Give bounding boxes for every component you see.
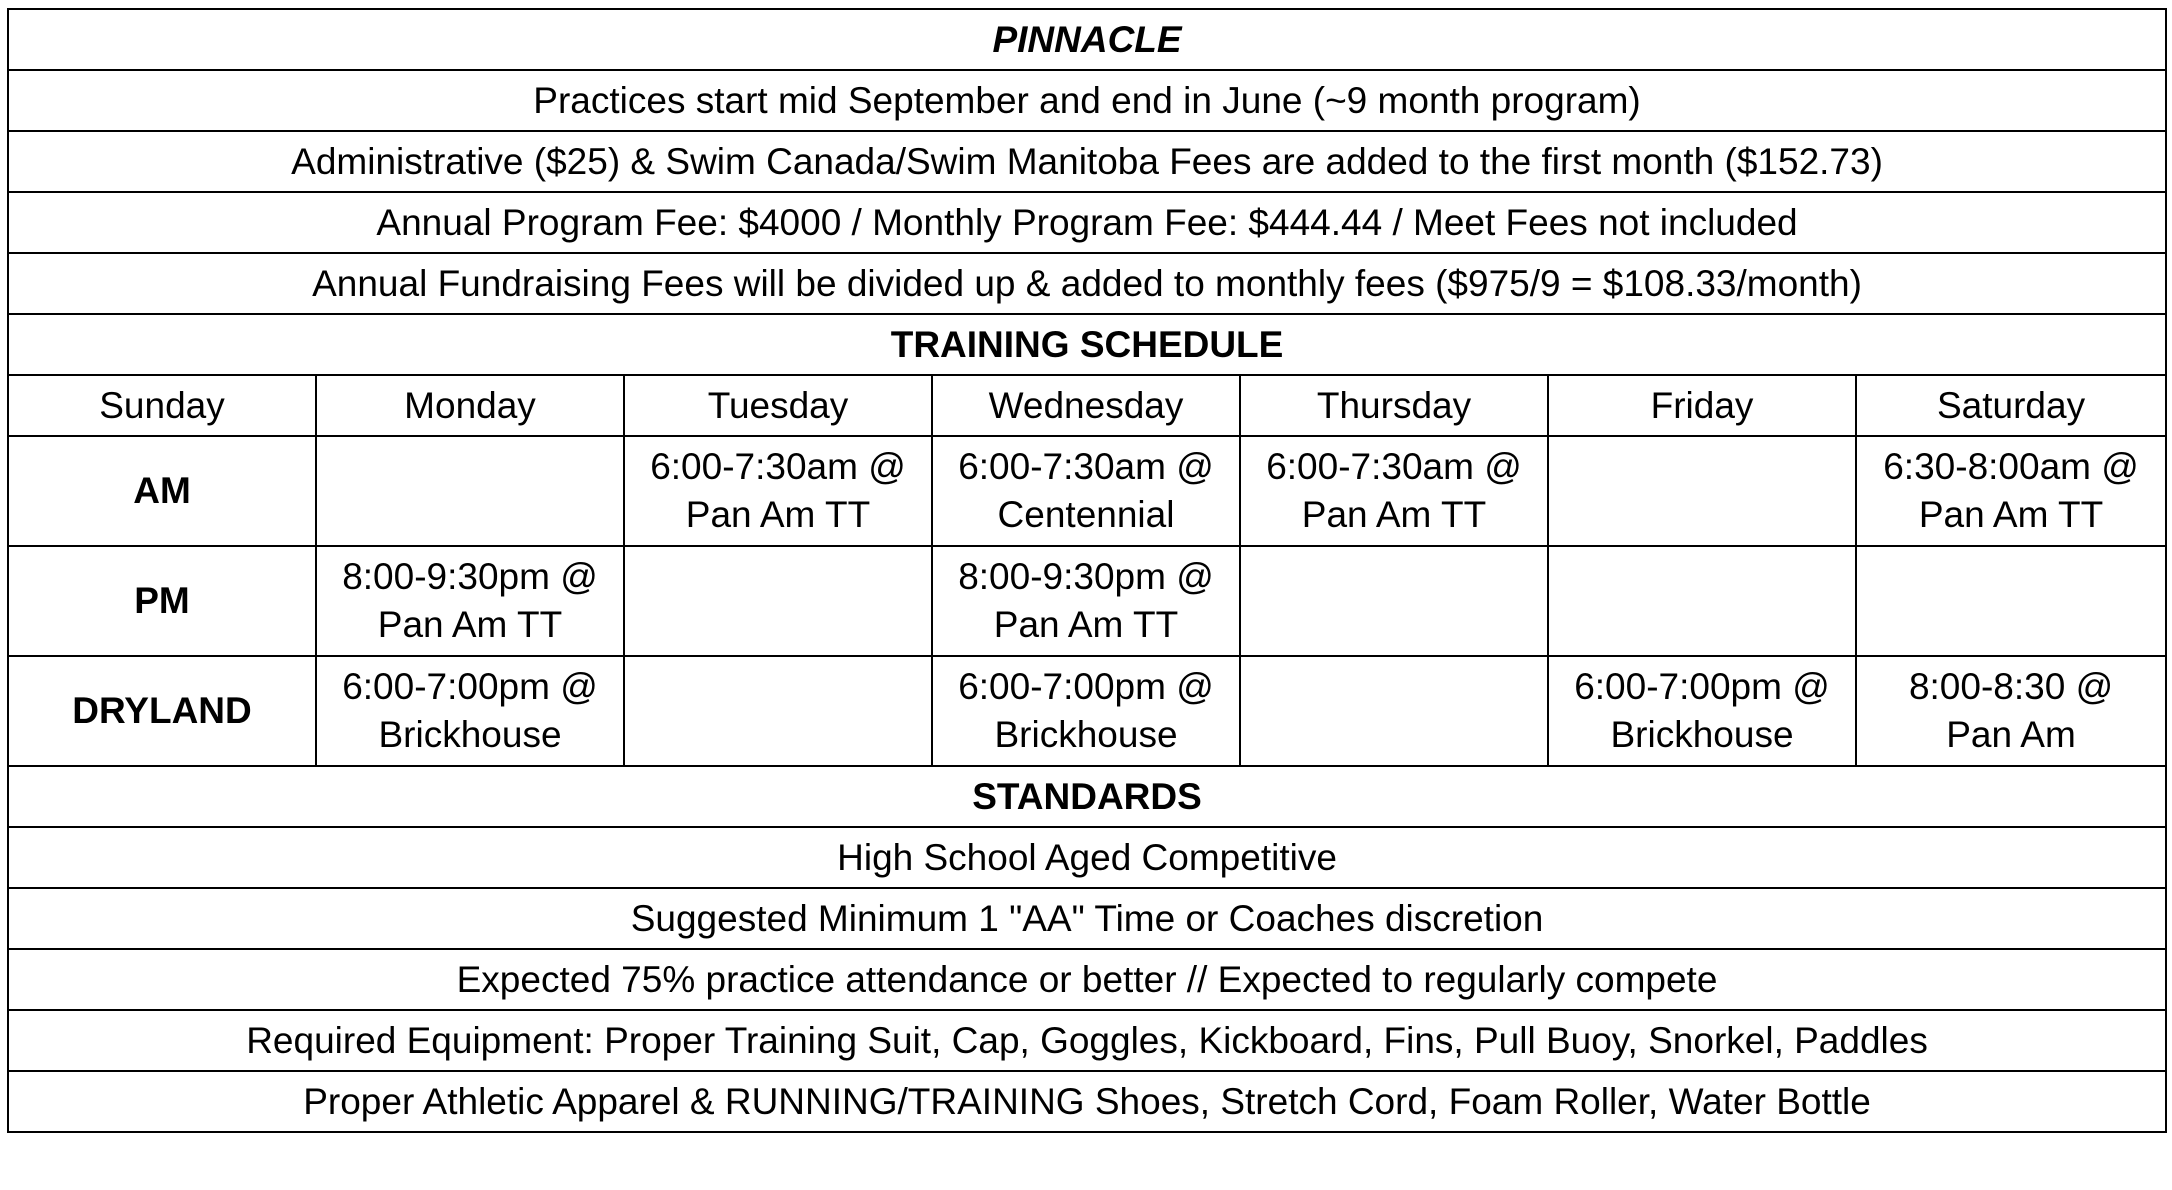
slot-am-wednesday (932, 436, 1240, 546)
standard-line: Required Equipment: Proper Training Suit, Cap, Goggles, Kickboard, Fins, Pull Buoy, Snorkel, Paddles (8, 1010, 2166, 1071)
day-header-tuesday: Tuesday (624, 375, 932, 436)
standard-row (8, 1010, 2166, 1071)
day-header-friday: Friday (1548, 375, 1856, 436)
slot-time: 8:00-9:30pm @ (342, 556, 598, 597)
standard-row (8, 888, 2166, 949)
slot-dryland-friday (1548, 656, 1856, 766)
standards-heading-row (8, 766, 2166, 827)
standard-line: Proper Athletic Apparel & RUNNING/TRAINING Shoes, Stretch Cord, Foam Roller, Water Bottle (8, 1071, 2166, 1132)
info-row (8, 192, 2166, 253)
schedule-row-pm (8, 546, 2166, 656)
day-header-row (8, 375, 2166, 436)
slot-place: Pan Am TT (993, 604, 1179, 645)
schedule-heading-row (8, 314, 2166, 375)
slot-place: Centennial (997, 494, 1175, 535)
day-header-thursday: Thursday (1240, 375, 1548, 436)
slot-am-tuesday (624, 436, 932, 546)
slot-time: 6:00-7:00pm @ (1574, 666, 1830, 707)
slot-pm-thursday (1240, 546, 1548, 656)
row-label-am: AM (8, 436, 316, 546)
day-header-saturday: Saturday (1856, 375, 2166, 436)
info-row (8, 253, 2166, 314)
slot-place: Pan Am (1946, 714, 2076, 755)
slot-place: Pan Am TT (1301, 494, 1487, 535)
slot-place: Pan Am TT (685, 494, 871, 535)
day-header-wednesday: Wednesday (932, 375, 1240, 436)
slot-time: 6:00-7:30am @ (1266, 446, 1522, 487)
slot-dryland-wednesday (932, 656, 1240, 766)
slot-time: 6:00-7:00pm @ (342, 666, 598, 707)
slot-pm-saturday (1856, 546, 2166, 656)
slot-pm-friday (1548, 546, 1856, 656)
slot-time: 6:00-7:00pm @ (958, 666, 1214, 707)
slot-place: Pan Am TT (1918, 494, 2104, 535)
slot-pm-monday (316, 546, 624, 656)
schedule-row-am (8, 436, 2166, 546)
info-row (8, 70, 2166, 131)
row-label-dryland: DRYLAND (8, 656, 316, 766)
info-line: Practices start mid September and end in June (~9 month program) (8, 70, 2166, 131)
slot-time: 6:30-8:00am @ (1883, 446, 2139, 487)
standard-row (8, 1071, 2166, 1132)
info-line: Annual Program Fee: $4000 / Monthly Program Fee: $444.44 / Meet Fees not included (8, 192, 2166, 253)
day-header-sunday: Sunday (8, 375, 316, 436)
info-row (8, 131, 2166, 192)
standards-heading: STANDARDS (8, 766, 2166, 827)
slot-place: Brickhouse (378, 714, 562, 755)
slot-place: Brickhouse (1610, 714, 1794, 755)
slot-pm-tuesday (624, 546, 932, 656)
day-header-monday: Monday (316, 375, 624, 436)
slot-dryland-monday (316, 656, 624, 766)
standard-line: High School Aged Competitive (8, 827, 2166, 888)
slot-place: Pan Am TT (377, 604, 563, 645)
slot-pm-wednesday (932, 546, 1240, 656)
row-label-pm: PM (8, 546, 316, 656)
standard-line: Expected 75% practice attendance or better // Expected to regularly compete (8, 949, 2166, 1010)
standard-row (8, 949, 2166, 1010)
slot-dryland-saturday (1856, 656, 2166, 766)
info-line: Administrative ($25) & Swim Canada/Swim Manitoba Fees are added to the first month ($152.73) (8, 131, 2166, 192)
slot-dryland-tuesday (624, 656, 932, 766)
slot-am-friday (1548, 436, 1856, 546)
training-schedule-heading: TRAINING SCHEDULE (8, 314, 2166, 375)
slot-time: 6:00-7:30am @ (958, 446, 1214, 487)
slot-am-monday (316, 436, 624, 546)
slot-am-saturday (1856, 436, 2166, 546)
standard-row (8, 827, 2166, 888)
program-info-table (7, 8, 2167, 1133)
slot-time: 8:00-8:30 @ (1908, 666, 2114, 707)
slot-time: 6:00-7:30am @ (650, 446, 906, 487)
slot-time: 8:00-9:30pm @ (958, 556, 1214, 597)
slot-am-thursday (1240, 436, 1548, 546)
schedule-row-dryland (8, 656, 2166, 766)
info-line: Annual Fundraising Fees will be divided up & added to monthly fees ($975/9 = $108.33/month) (8, 253, 2166, 314)
slot-dryland-thursday (1240, 656, 1548, 766)
program-title: PINNACLE (8, 9, 2166, 70)
slot-place: Brickhouse (994, 714, 1178, 755)
title-row (8, 9, 2166, 70)
standard-line: Suggested Minimum 1 "AA" Time or Coaches discretion (8, 888, 2166, 949)
